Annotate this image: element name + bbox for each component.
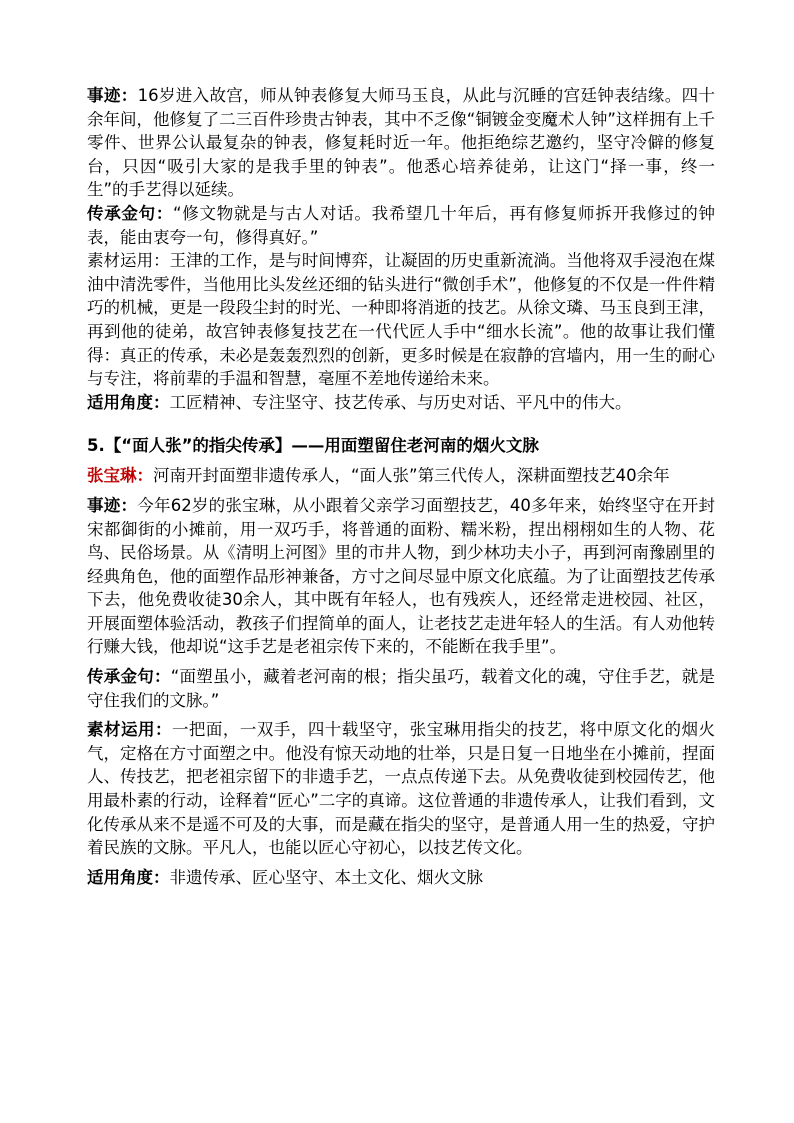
s2-quote-text: “面塑虽小，藏着老河南的根；指尖虽巧，载着文化的魂，守住手艺，就是守住我们的文脉。” xyxy=(87,667,715,710)
s2-deeds-text: 今年62岁的张宝琳，从小跟着父亲学习面塑技艺，40多年来，始终坚守在开封宋都御街的小摊前，用一双巧手，将普通的面粉、糯米粉，捏出栩栩如生的人物、花鸟、民俗场景。从《清明上河图》里的市井人物，到少林功夫小子，再到河南豫剧里的经典角色，他的面塑作品形神兼备，方寸之间尽显中原文化底蕴。为了让面塑技艺传承下去，他免费收徒30余人，其中既有年轻人，也有残疾人，还经常走进校园、社区，开展面塑体验活动，教孩子们捏简单的面人，让老技艺走进年轻人的生活。有人劝他转行赚大钱，他却说“这手艺是老祖宗传下来的，不能断在我手里”。 xyxy=(87,495,716,657)
s2-quote-paragraph xyxy=(87,665,715,712)
s1-angle-paragraph xyxy=(87,391,715,415)
s1-usage-paragraph: 素材运用：王津的工作，是与时间博弈，让凝固的历史重新流淌。当他将双手浸泡在煤油中清洗零件，当他用比头发丝还细的钻头进行“微创手术”，他修复的不仅是一件件精巧的机械，更是一段段尘封的时光、一种即将消逝的技艺。从徐文璘、马玉良到王津，再到他的徒弟，故宫钟表修复技艺在一代代匠人手中“细水长流”。他的故事让我们懂得：真正的传承，未必是轰轰烈烈的创新，更多时候是在寂静的宫墙内，用一生的耐心与专注，将前辈的手温和智慧，毫厘不差地传递给未来。 xyxy=(87,251,715,389)
s1-quote-label: 传承金句： xyxy=(87,203,174,223)
s2-quote-label: 传承金句： xyxy=(87,667,171,687)
s2-usage-label: 素材运用： xyxy=(87,720,172,740)
s2-deeds-paragraph xyxy=(87,494,715,659)
s1-quote-paragraph xyxy=(87,202,715,249)
s1-deeds-paragraph xyxy=(87,84,715,202)
document-page xyxy=(87,84,715,889)
person-name: 张宝琳： xyxy=(87,466,153,486)
s2-usage-text: 一把面，一双手，四十载坚守，张宝琳用指尖的技艺，将中原文化的烟火气，定格在方寸面塑之中。他没有惊天动地的壮举，只是日复一日地坐在小摊前，捏面人、传技艺，把老祖宗留下的非遗手艺，一点点传递下去。从免费收徒到校园传艺，他用最朴素的行动，诠释着“匠心”二字的真谛。这位普通的非遗传承人，让我们看到，文化传承从来不是遥不可及的大事，而是藏在指尖的坚守，是普通人用一生的热爱，守护着民族的文脉。平凡人，也能以匠心守初心，以技艺传文化。 xyxy=(87,720,716,858)
s2-angle-paragraph xyxy=(87,866,715,890)
s2-deeds-label: 事迹： xyxy=(87,495,138,515)
s2-person-paragraph xyxy=(87,464,715,488)
s1-deeds-text: 16岁进入故宫，师从钟表修复大师马玉良，从此与沉睡的宫廷钟表结缘。四十余年间，他修复了二三百件珍贵古钟表，其中不乏像“铜镀金变魔术人钟”这样拥有上千零件、世界公认最复杂的钟表，修复耗时近一年。他拒绝综艺邀约，坚守冷僻的修复台，只因“吸引大家的是我手里的钟表”。他悉心培养徒弟，让这门“择一事，终一生”的手艺得以延续。 xyxy=(87,86,716,200)
s1-angle-text: 工匠精神、专注坚守、技艺传承、与历史对话、平凡中的伟大。 xyxy=(169,392,632,412)
s2-usage-paragraph xyxy=(87,718,715,860)
section-heading: 5.【“面人张”的指尖传承】——用面塑留住老河南的烟火文脉 xyxy=(87,436,539,456)
s1-angle-label: 适用角度： xyxy=(87,392,170,412)
s1-quote-text: “修文物就是与古人对话。我希望几十年后，再有修复师拆开我修过的钟表，能由衷夸一句，修得真好。” xyxy=(87,203,715,247)
person-description: 河南开封面塑非遗传承人，“面人张”第三代传人，深耕面塑技艺40余年 xyxy=(153,466,670,486)
s2-angle-text: 非遗传承、匠心坚守、本土文化、烟火文脉 xyxy=(169,867,483,887)
s1-deeds-label: 事迹： xyxy=(87,86,138,105)
s2-angle-label: 适用角度： xyxy=(87,867,170,887)
